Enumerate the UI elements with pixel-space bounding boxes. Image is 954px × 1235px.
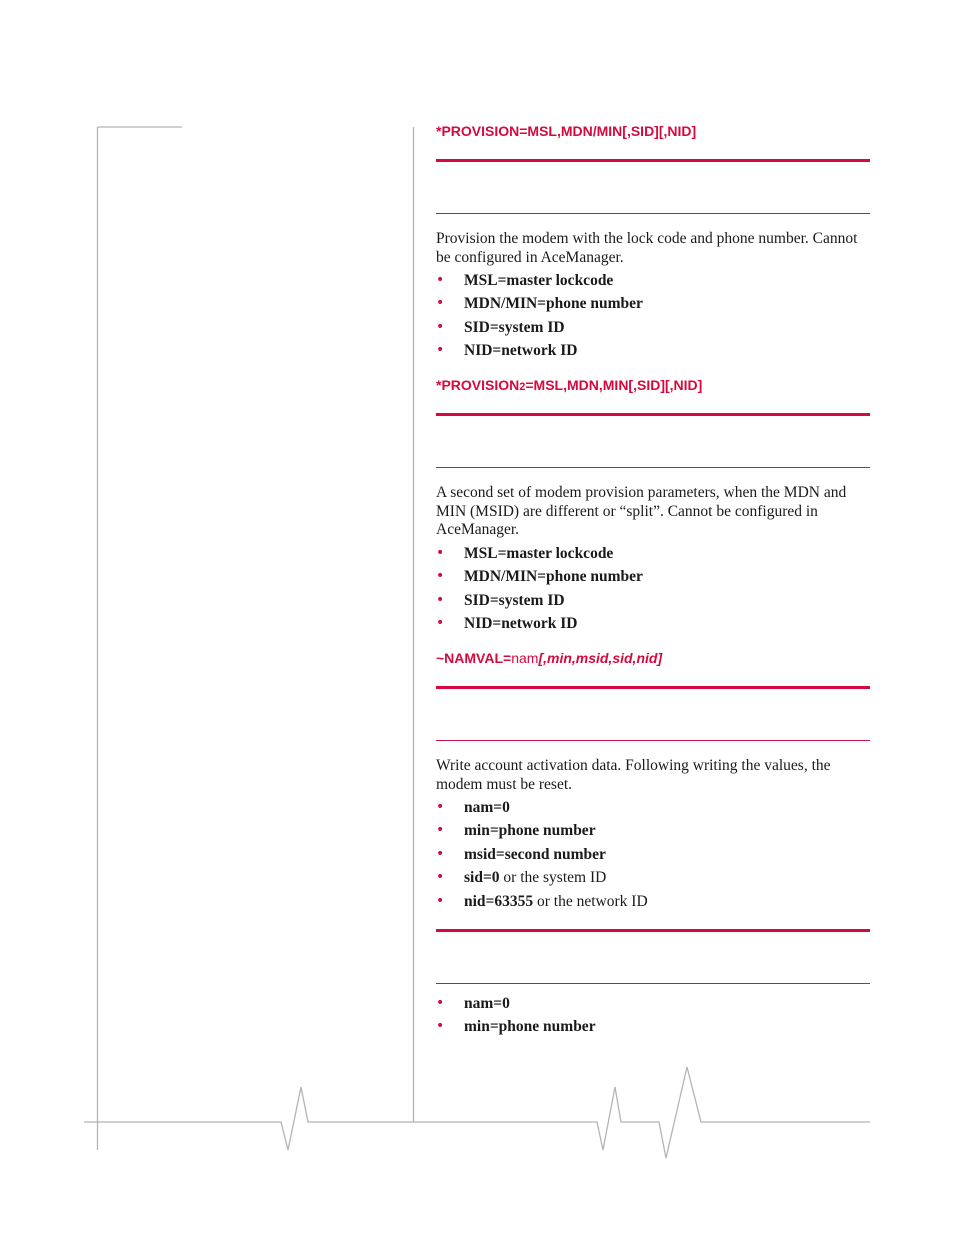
list-item: • msid=second number <box>436 845 606 863</box>
list-item: • nid=63355 or the network ID <box>436 892 648 910</box>
list-item: • min=phone number <box>436 822 596 840</box>
bullet-icon: • <box>436 845 445 862</box>
list-item: • SID=system ID <box>436 318 565 336</box>
parameter-list <box>436 545 870 639</box>
parameter-list <box>436 799 870 916</box>
bullet-icon: • <box>436 799 445 815</box>
section-rule <box>436 983 870 984</box>
bullet-icon: • <box>436 545 445 561</box>
command-heading-provision: *PROVISION=MSL,MDN/MIN[,SID][,NID] <box>436 123 697 139</box>
bullet-icon: • <box>436 995 445 1011</box>
list-item: • MSL=master lockcode <box>436 545 614 562</box>
bullet-icon: • <box>436 568 445 585</box>
section-rule <box>436 467 870 468</box>
list-item: • MDN/MIN=phone number <box>436 295 643 313</box>
list-item: • NID=network ID <box>436 342 578 360</box>
bullet-icon: • <box>436 591 445 608</box>
bullet-icon: • <box>436 822 445 839</box>
list-item: • MDN/MIN=phone number <box>436 568 643 586</box>
command-description: Write account activation data. Following writing the values, the modem must be reset. <box>436 757 831 793</box>
bullet-icon: • <box>436 1018 445 1035</box>
list-item: • nam=0 <box>436 995 510 1012</box>
list-item: • NID=network ID <box>436 615 578 633</box>
section-rule <box>436 740 870 741</box>
list-item: • sid=0 or the system ID <box>436 869 607 887</box>
list-item: • SID=system ID <box>436 591 565 609</box>
list-item: • nam=0 <box>436 799 510 816</box>
parameter-list <box>436 272 870 366</box>
command-heading-namval: ~NAMVAL=nam[,min,msid,sid,nid] <box>436 650 663 666</box>
frame-bottom-waveform <box>84 1067 870 1158</box>
bullet-icon: • <box>436 615 445 632</box>
bullet-icon: • <box>436 318 445 335</box>
bullet-icon: • <box>436 295 445 312</box>
command-heading-provision2: *PROVISION2=MSL,MDN,MIN[,SID][,NID] <box>436 377 703 393</box>
bullet-icon: • <box>436 342 445 359</box>
section-rule <box>436 213 870 214</box>
heading-rule <box>436 413 870 416</box>
command-description: Provision the modem with the lock code and phone number. Cannot be configured in AceManager. <box>436 230 858 266</box>
parameter-list <box>436 995 870 1042</box>
bullet-icon: • <box>436 869 445 886</box>
heading-rule <box>436 686 870 689</box>
command-description: A second set of modem provision parameters, when the MDN and MIN (MSID) are different or “split”. Cannot be configured in AceManager. <box>436 484 847 538</box>
list-item: • min=phone number <box>436 1018 596 1036</box>
list-item: • MSL=master lockcode <box>436 272 614 289</box>
heading-rule <box>436 159 870 162</box>
bullet-icon: • <box>436 892 445 909</box>
bullet-icon: • <box>436 272 445 288</box>
heading-rule <box>436 929 870 932</box>
